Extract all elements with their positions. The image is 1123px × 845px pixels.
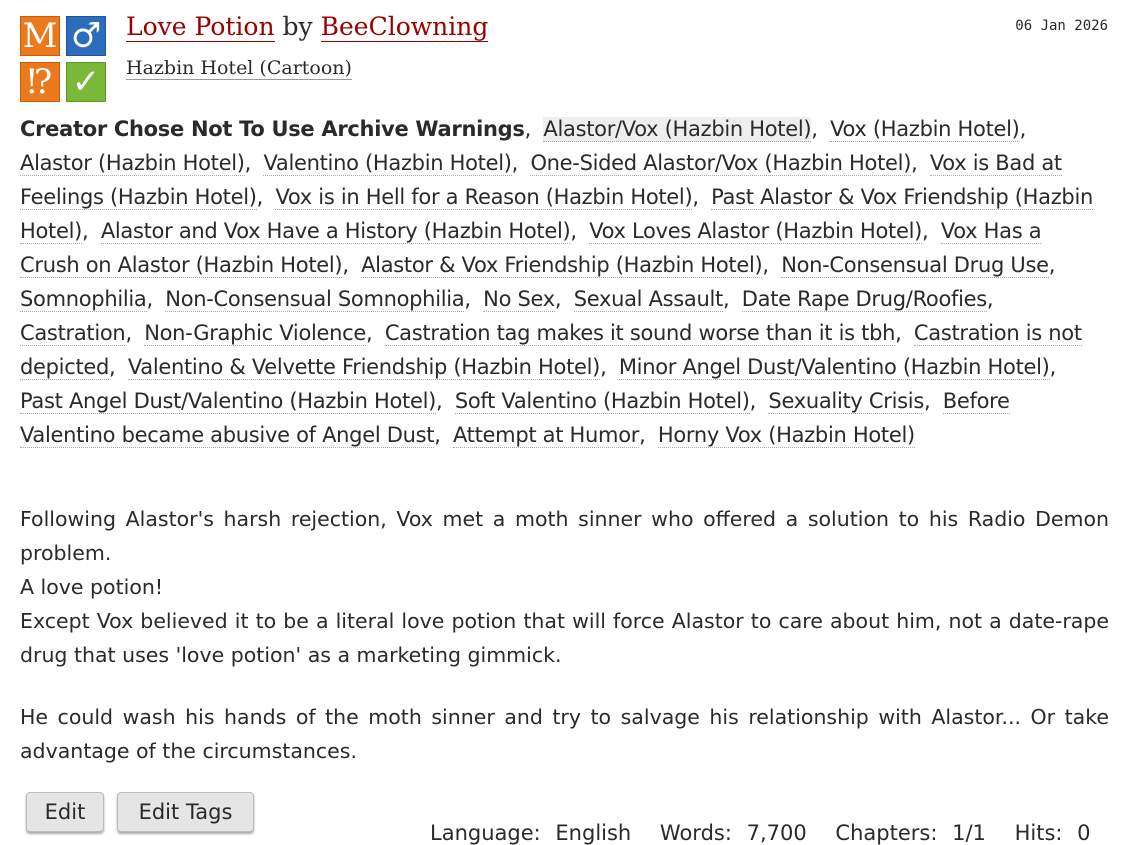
tag-item (589, 219, 934, 243)
tag-separator: , (366, 321, 373, 345)
tag-item (455, 389, 762, 413)
tag-item (453, 423, 652, 447)
tag-link[interactable]: Non-Consensual Drug Use (781, 253, 1049, 277)
tag-link[interactable]: Vox is in Hell for a Reason (Hazbin Hotel) (275, 185, 693, 209)
tag-item (768, 389, 936, 413)
tag-link[interactable]: Sexuality Crisis (768, 389, 924, 413)
tag-link[interactable]: Past Angel Dust/Valentino (Hazbin Hotel) (20, 389, 437, 413)
tag-link[interactable]: Castration is not depicted (20, 321, 1082, 379)
fandom-link[interactable]: Hazbin Hotel (Cartoon) (126, 57, 352, 79)
tag-link[interactable]: Horny Vox (Hazbin Hotel) (657, 423, 915, 447)
fandom-heading (126, 57, 352, 79)
tag-separator: , (342, 253, 349, 277)
chapters-value: 1/1 (952, 821, 986, 845)
tag-link[interactable]: Soft Valentino (Hazbin Hotel) (454, 389, 750, 413)
language-value: English (555, 821, 632, 845)
tag-separator: , (762, 253, 769, 277)
tag-separator: , (109, 355, 116, 379)
language-label: Language: (430, 821, 541, 845)
summary-paragraph: Following Alastor's harsh rejection, Vox met a moth sinner who offered a solution to his Radio Demon problem. (20, 507, 1109, 565)
tag-separator: , (895, 321, 902, 345)
tag-separator: , (1019, 117, 1026, 141)
tag-item (20, 287, 159, 311)
warning-tag (20, 117, 537, 141)
complete-work-icon[interactable]: ✓ (66, 62, 106, 102)
summary-paragraph: A love potion! (20, 575, 164, 599)
tag-separator: , (125, 321, 132, 345)
tag-separator: , (146, 287, 153, 311)
tag-separator: , (922, 219, 929, 243)
tag-separator: , (464, 287, 471, 311)
tag-link[interactable]: Non-Graphic Violence (144, 321, 367, 345)
tag-separator: , (524, 117, 532, 141)
tag-separator: , (82, 219, 89, 243)
tag-item (543, 117, 823, 141)
tag-separator: , (923, 389, 931, 413)
tag-separator: , (554, 287, 562, 311)
tag-item (483, 287, 567, 311)
summary-paragraph: Except Vox believed it to be a literal love potion that will force Alastor to care about him, not a date-rape drug that uses 'love potion' as a marketing gimmick. (20, 609, 1109, 667)
tag-link[interactable]: Valentino & Velvette Friendship (Hazbin Hotel) (127, 355, 601, 379)
tag-link[interactable]: Non-Consensual Somnophilia (165, 287, 465, 311)
tag-link[interactable]: Date Rape Drug/Roofies (741, 287, 987, 311)
tag-item (574, 287, 736, 311)
edit-tags-button[interactable]: Edit Tags (117, 792, 254, 832)
warnings-icon[interactable]: ⁉ (20, 62, 60, 102)
tag-separator: , (256, 185, 264, 209)
tag-link[interactable]: One-Sided Alastor/Vox (Hazbin Hotel) (530, 151, 912, 175)
tag-link[interactable]: Castration tag makes it sound worse than it is tbh (384, 321, 896, 345)
tag-link[interactable]: Alastor/Vox (Hazbin Hotel) (543, 117, 812, 141)
tag-item (742, 287, 1000, 311)
tag-link[interactable]: Vox Has a Crush on Alastor (Hazbin Hotel) (20, 219, 1042, 277)
tag-link[interactable]: Alastor and Vox Have a History (Hazbin Hotel) (100, 219, 571, 243)
tag-item (20, 151, 257, 175)
tag-list (20, 112, 1102, 452)
tag-item (128, 355, 613, 379)
summary (20, 502, 1109, 768)
tag-item (619, 355, 1062, 379)
words-value: 7,700 (746, 821, 807, 845)
by-label: by (282, 12, 313, 41)
tag-link[interactable]: Somnophilia (20, 287, 147, 311)
work-heading (126, 12, 488, 41)
tag-item (20, 389, 448, 413)
tag-item (361, 253, 775, 277)
tag-link[interactable]: Vox Loves Alastor (Hazbin Hotel) (589, 219, 923, 243)
tag-link[interactable]: Alastor & Vox Friendship (Hazbin Hotel) (361, 253, 763, 277)
male-male-category-icon[interactable]: ♂ (66, 16, 106, 56)
edit-button[interactable]: Edit (26, 792, 104, 832)
tag-item (165, 287, 476, 311)
tag-separator: , (811, 117, 818, 141)
work-title-link[interactable]: Love Potion (126, 12, 275, 41)
tag-link[interactable]: Before Valentino became abusive of Angel Dust (20, 389, 1010, 447)
tag-link[interactable]: Past Alastor & Vox Friendship (Hazbin Hotel) (20, 185, 1093, 243)
tag-link[interactable]: Castration (20, 321, 126, 345)
tag-link[interactable]: Valentino (Hazbin Hotel) (263, 151, 512, 175)
tag-link[interactable]: Alastor (Hazbin Hotel) (20, 151, 245, 175)
required-tags (20, 16, 108, 102)
tag-link[interactable]: Minor Angel Dust/Valentino (Hazbin Hotel) (618, 355, 1050, 379)
tag-separator: , (911, 151, 918, 175)
author-link[interactable]: BeeClowning (320, 12, 489, 41)
mature-rating-icon[interactable]: M (20, 16, 60, 56)
tag-separator: , (749, 389, 757, 413)
chapters-label: Chapters: (835, 821, 938, 845)
published-date: 06 Jan 2026 (1015, 18, 1108, 34)
tag-link[interactable]: No Sex (483, 287, 555, 311)
work-stats (430, 821, 1091, 845)
tag-link[interactable]: Vox is Bad at Feelings (Hazbin Hotel) (20, 151, 1062, 209)
tag-separator: , (434, 423, 441, 447)
tag-item (658, 423, 915, 448)
tag-item (101, 219, 583, 243)
tag-separator: , (1049, 355, 1056, 379)
tag-separator: , (986, 287, 994, 311)
tag-separator: , (436, 389, 443, 413)
tag-separator: , (1048, 253, 1056, 277)
tag-link[interactable]: Creator Chose Not To Use Archive Warnings (20, 117, 525, 141)
tag-link[interactable]: Vox (Hazbin Hotel) (830, 117, 1020, 141)
words-label: Words: (659, 821, 732, 845)
tag-item (530, 151, 923, 175)
tag-link[interactable]: Sexual Assault (573, 287, 723, 311)
tag-link[interactable]: Attempt at Humor (452, 423, 640, 447)
tag-separator: , (692, 185, 699, 209)
tag-item (385, 321, 908, 345)
tag-separator: , (511, 151, 519, 175)
tag-item (144, 321, 378, 345)
summary-paragraph: He could wash his hands of the moth sinner and try to salvage his relationship with Alastor... Or take advantage of the circumstances. (20, 705, 1109, 763)
tag-separator: , (722, 287, 730, 311)
tag-item (830, 117, 1032, 141)
tag-item (20, 321, 138, 345)
tag-item (275, 185, 704, 209)
tag-separator: , (600, 355, 607, 379)
tag-separator: , (570, 219, 577, 243)
tag-item (263, 151, 524, 175)
hits-value: 0 (1077, 821, 1091, 845)
tag-separator: , (639, 423, 646, 447)
tag-item (781, 253, 1061, 277)
hits-label: Hits: (1014, 821, 1063, 845)
tag-separator: , (244, 151, 252, 175)
